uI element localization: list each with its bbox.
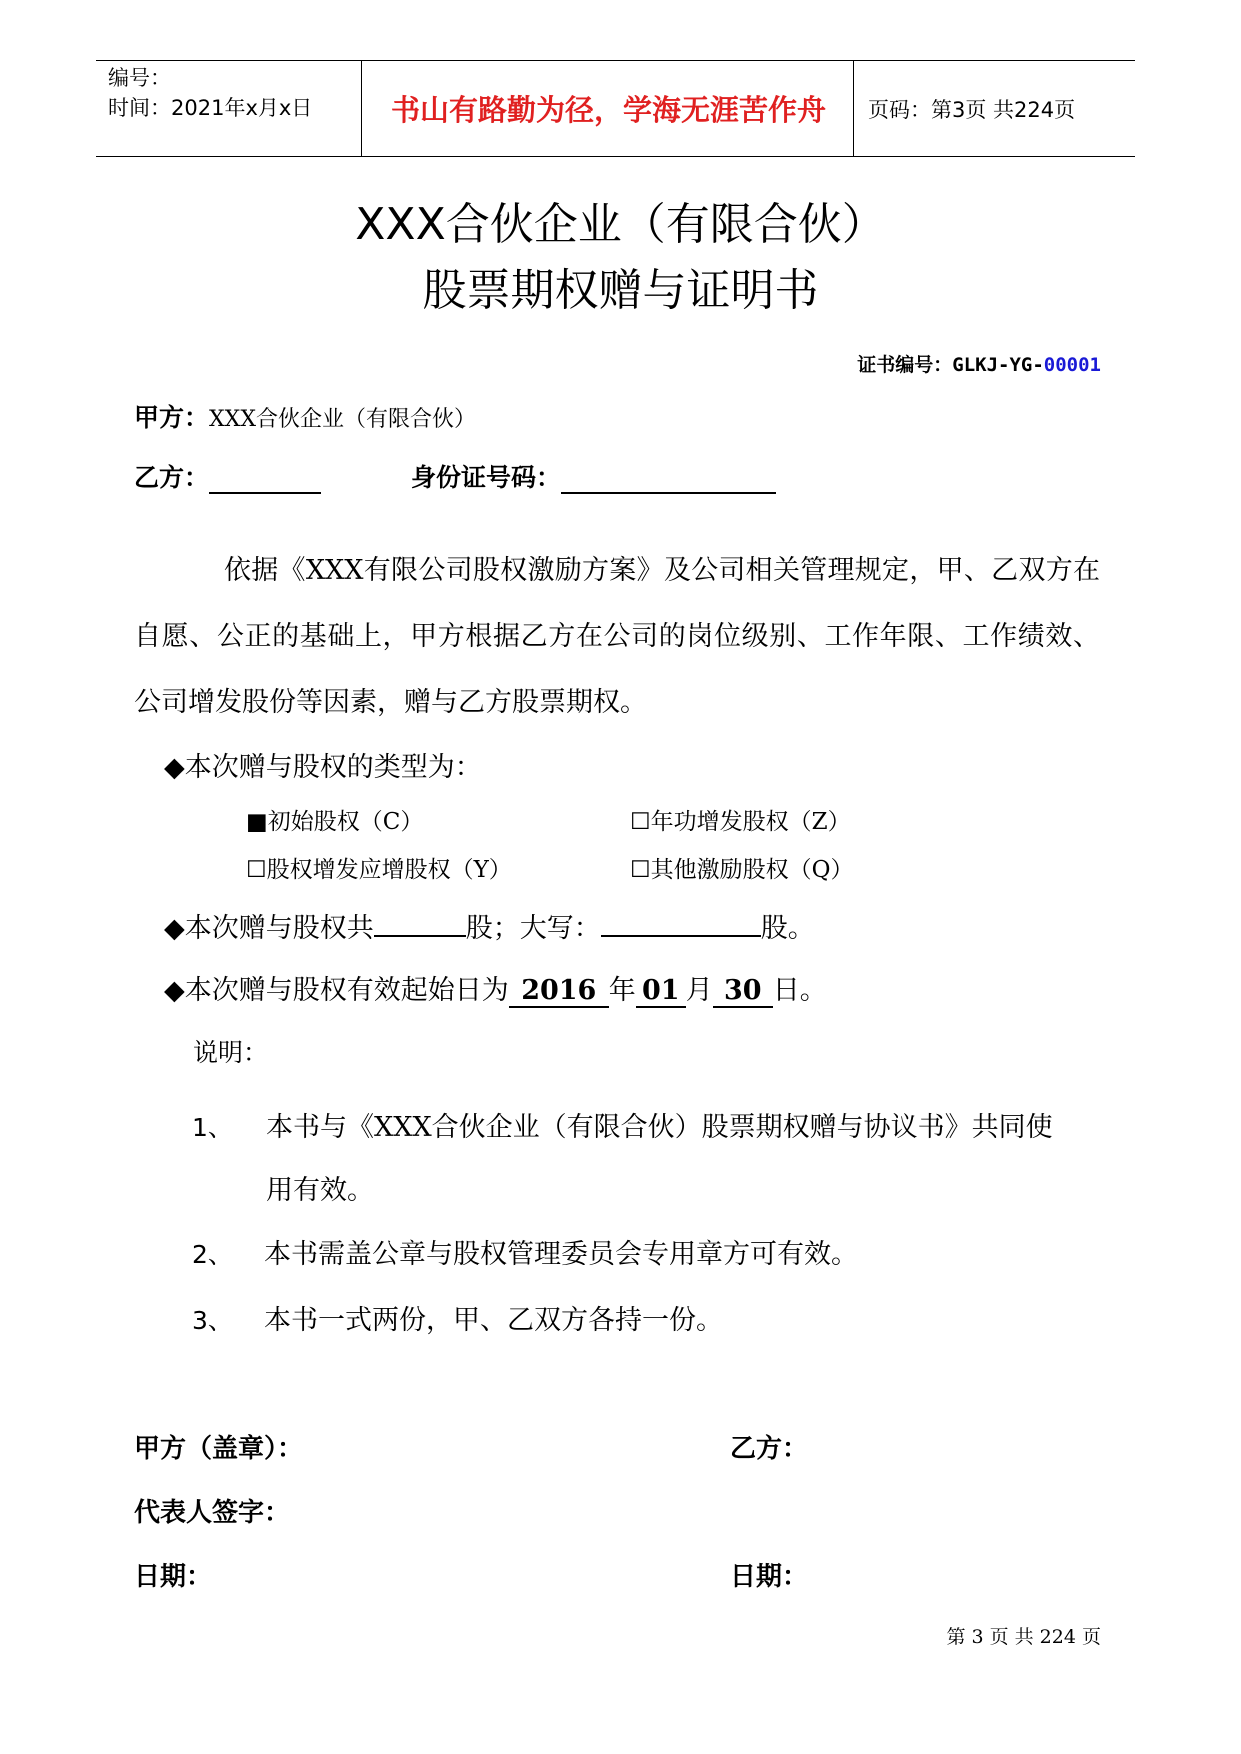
header-page-info: 页码：第3页 共224页 bbox=[868, 97, 1076, 122]
note-1-line1: 本书与《XXX合伙企业（有限合伙）股票期权赠与协议书》共同使 bbox=[266, 1112, 1053, 1143]
certificate-number-prefix: GLKJ-YG- bbox=[952, 354, 1044, 376]
party-b-signature-label: 乙方： bbox=[730, 1434, 809, 1464]
effective-date-row bbox=[164, 968, 827, 1008]
header-meta bbox=[108, 63, 353, 123]
equity-type-heading: ◆本次赠与股权的类型为： bbox=[164, 752, 482, 783]
party-b-row bbox=[134, 458, 776, 494]
party-b-name-field[interactable] bbox=[209, 464, 321, 494]
page-footer: 第 3 页 共 224 页 bbox=[946, 1626, 1101, 1648]
shares-suffix: 股。 bbox=[760, 913, 815, 944]
id-number-label: 身份证号码： bbox=[411, 463, 562, 492]
body-paragraph: 依据《XXX有限公司股权激励方案》及公司相关管理规定，甲、乙双方在自愿、公正的基础上，甲方根据乙方在公司的岗位级别、工作年限、工作绩效、公司增发股份等因素，赠与乙方股票期权。 bbox=[134, 555, 1100, 718]
party-b-label: 乙方： bbox=[134, 463, 210, 492]
effective-date-prefix: ◆本次赠与股权有效起始日为 bbox=[164, 975, 509, 1006]
shares-mid: 股；大写： bbox=[465, 913, 601, 944]
page-header bbox=[96, 60, 1135, 157]
option-seniority-equity[interactable]: ☐年功增发股权（Z） bbox=[630, 809, 851, 835]
note-number: 3、 bbox=[192, 1306, 233, 1335]
shares-uppercase-field[interactable] bbox=[601, 905, 761, 937]
note-3-text: 本书一式两份，甲、乙双方各持一份。 bbox=[264, 1305, 723, 1336]
shares-row bbox=[164, 905, 815, 945]
note-1-line2: 用有效。 bbox=[266, 1175, 374, 1206]
effective-year: 2016 bbox=[509, 975, 609, 1008]
notes-heading: 说明： bbox=[193, 1038, 269, 1067]
certificate-number-label: 证书编号： bbox=[857, 354, 953, 376]
header-time-label: 时间：2021年x月x日 bbox=[108, 96, 313, 120]
header-motto bbox=[364, 61, 853, 156]
document-title-line1: XXX合伙企业（有限合伙） bbox=[355, 199, 886, 250]
party-a-seal-label: 甲方（盖章）： bbox=[134, 1434, 304, 1464]
day-unit: 日。 bbox=[772, 975, 827, 1006]
party-a-date-label: 日期： bbox=[134, 1562, 213, 1592]
certificate-serial: 00001 bbox=[1043, 354, 1101, 376]
party-a-row bbox=[134, 398, 476, 434]
representative-signature-label: 代表人签字： bbox=[134, 1498, 291, 1528]
note-2-text: 本书需盖公章与股权管理委员会专用章方可有效。 bbox=[264, 1239, 858, 1270]
option-issuance-equity[interactable]: ☐股权增发应增股权（Y） bbox=[246, 857, 512, 883]
header-motto-text: 书山有路勤为径，学海无涯苦作舟 bbox=[390, 93, 826, 127]
option-initial-equity[interactable]: ■初始股权（C） bbox=[246, 809, 424, 835]
year-unit: 年 bbox=[608, 975, 636, 1006]
shares-count-field[interactable] bbox=[374, 905, 466, 937]
header-number-label: 编号： bbox=[108, 66, 171, 90]
note-number: 1、 bbox=[192, 1113, 233, 1142]
header-divider bbox=[853, 61, 854, 156]
party-a-label: 甲方： bbox=[134, 403, 210, 432]
document-title-line2: 股票期权赠与证明书 bbox=[422, 265, 819, 316]
effective-day: 30 bbox=[713, 975, 773, 1008]
header-divider bbox=[361, 61, 362, 156]
party-a-value: XXX合伙企业（有限合伙） bbox=[209, 407, 477, 432]
certificate-number bbox=[857, 350, 1101, 377]
option-other-incentive-equity[interactable]: ☐其他激励股权（Q） bbox=[630, 857, 854, 883]
effective-month: 01 bbox=[636, 975, 686, 1008]
note-number: 2、 bbox=[192, 1240, 233, 1269]
shares-prefix: ◆本次赠与股权共 bbox=[164, 913, 374, 944]
party-b-date-label: 日期： bbox=[730, 1562, 809, 1592]
id-number-field[interactable] bbox=[561, 464, 776, 494]
month-unit: 月 bbox=[685, 975, 713, 1006]
